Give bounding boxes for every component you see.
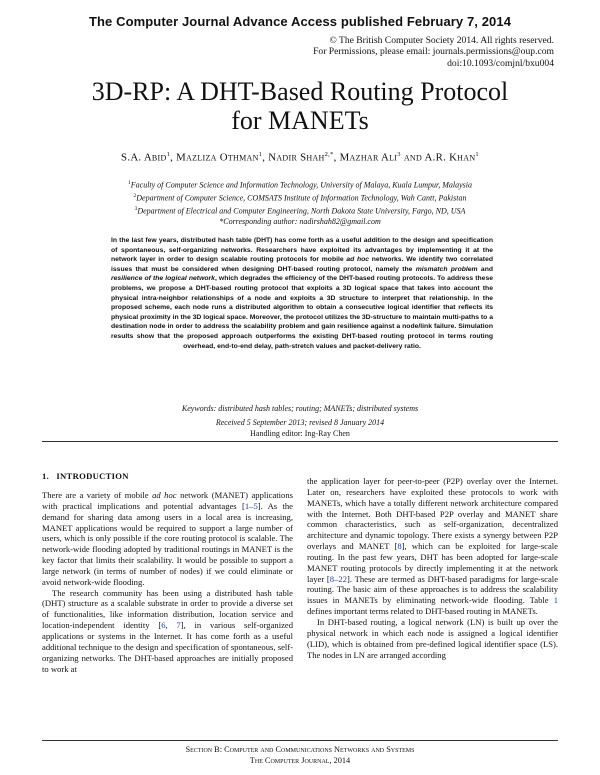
author-affiliation-mark: 1 [475, 151, 479, 158]
paragraph: The research community has been using a distributed hash table (DHT) structure as a scalable substrate in order to provide a diverse set of functionalities, like information distribution, location service and location-independent identity [6, 7], in various self-organized applications or systems in the Internet. It has come forth as a useful additional technique to the design and specification of spontaneous, self-organizing networks. The DHT-based approaches are initially proposed to work at [42, 587, 294, 674]
section-heading: 1. INTRODUCTION [42, 471, 129, 481]
paragraph: the application layer for peer-to-peer (P2P) overlay over the Internet. Later on, researchers have exploited these protocols to work with MANETs, which have a totally different network architecture compared with the Internet. Both DHT-based P2P overlay and MANET share common characteristics, such as self-organization, decentralized architecture and dynamic topology. There exists a synergy between P2P overlays and MANET [8], which can be exploited for large-scale routing. In the past few years, DHT has been adopted for large-scale MANET routing protocols by directly implementing it at the network layer [8–22]. These are termed as DHT-based paradigms for large-scale routing. The basic aim of these approaches is to address the scalability issues in MANETs by eliminating network-wide flooding. Table 1 defines important terms related to DHT-based routing in MANETs. [307, 476, 559, 617]
publication-meta [313, 35, 554, 69]
affiliation: $^3$Department of Electrical and Computer Engineering, North Dakota State University, Fargo, ND, USA [134, 206, 466, 216]
author: Mazhar Ali [339, 151, 398, 164]
affiliations [0, 178, 600, 228]
paragraph: There are a variety of mobile ad hoc network (MANET) applications with practical implications and potential advantages [1–5]. As the demand for sharing data among users in a local area is increasing, MANET applications would be required to support a large number of users, which is only possible if the core routing protocol is scalable. The network-wide flooding adopted by traditional routings in MANET is the key factor that limits their scalability. It would be possible to support a large network (in terms of number of nodes) if we could eliminate or avoid network-wide flooding. [42, 490, 293, 587]
author-affiliation-mark: 1 [258, 151, 263, 158]
page-footer [0, 745, 600, 767]
copyright-line: © The British Computer Society 2014. All rights reserved. [329, 35, 554, 46]
handling-editor: Handling editor: Ing-Ray Chen [250, 429, 350, 438]
author: Nadir Shah [268, 151, 325, 164]
author-affiliation-mark: 3 [397, 151, 401, 158]
title-line-1: 3D-RP: A DHT-Based Routing Protocol [91, 77, 509, 106]
title-line-2: for MANETs [231, 106, 369, 135]
right-column [307, 476, 558, 660]
corresponding-author: *Corresponding author: nadirshah82@gmail.com [219, 217, 381, 227]
paragraph: In DHT-based routing, a logical network (LN) is built up over the physical network in which each node is assigned a logical identifier (LID), which is obtained from pre-defined logical identifier space (LS). The nodes in LN are arranged according [307, 616, 558, 660]
table-link[interactable]: 1 [553, 595, 558, 606]
author: S.A. Abid [121, 151, 167, 164]
abstract: In the last few years, distributed hash table (DHT) has come forth as a useful addition to the design and specification of spontaneous, self-organizing networks. Researchers have exploited its advantages by implementing it at the network layer in order to design scalable routing protocols for mobile ad hoc networks. We identify two correlated issues that must be considered when designing DHT-based routing protocol, namely the mismatch problem and resilience of the logical network, which degrades the efficiency of the DHT-based routing protocols. To address these problems, we propose a DHT-based routing protocol that exploits a 3D logical space that takes into account the physical intra-neighbor relationships of a node and exploits a 3D structure to interpret that relationship. In the proposed scheme, each node runs a distributed algorithm to obtain a consecutive logical identifier that reflects its physical proximity in the 3D logical space. Moreover, the protocol utilizes the 3D-structure to maintain multi-paths to a destination node in order to address the scalability problem and gain resilience against a node/link failure. Simulation results show that the proposed approach outperforms the existing DHT-based routing protocol in terms routing overhead, end-to-end delay, path-stretch values and packet-delivery ratio. [111, 237, 493, 350]
author: Mazliza Othman [176, 151, 259, 164]
author-affiliation-mark: 2,* [324, 151, 334, 158]
doi-line: doi:10.1093/comjnl/bxu004 [447, 57, 554, 69]
author-list: S.A. Abid$^1$, Mazliza Othman$^1$, Nadir Shah$^{2,*}$, Mazhar Ali$^3$ and A.R. Khan$^1$ [121, 151, 479, 164]
author: A.R. Khan [424, 151, 476, 164]
footer-journal: The Computer Journal, 2014 [249, 755, 351, 765]
author-affiliation-mark: 1 [166, 151, 171, 158]
footer-divider [42, 740, 558, 741]
header-divider [42, 441, 558, 442]
citation-link[interactable]: 6 [161, 620, 166, 631]
affiliation: $^2$Department of Computer Science, COMSATS Institute of Information Technology, Wah Cantt, Pakistan [133, 193, 467, 203]
received-dates: Received 5 September 2013; revised 8 January 2014 [215, 418, 385, 427]
citation-link[interactable]: 7 [176, 620, 181, 631]
citation-link[interactable]: 1–5 [244, 500, 258, 511]
advance-access-banner: The Computer Journal Advance Access published February 7, 2014 [88, 14, 512, 29]
footer-section: Section B: Computer and Communications Networks and Systems [185, 745, 415, 754]
citation-link[interactable]: 8 [397, 541, 402, 552]
affiliation: $^1$Faculty of Computer Science and Information Technology, University of Malaya, Kuala Lumpur, Malaysia [128, 180, 472, 190]
permissions-line: For Permissions, please email: journals.permissions@oup.com [313, 46, 554, 58]
paper-title [0, 77, 600, 135]
keywords: Keywords: distributed hash tables; routing; MANETs; distributed systems [181, 404, 419, 413]
left-column [42, 490, 293, 674]
citation-link[interactable]: 8–22 [329, 573, 347, 584]
